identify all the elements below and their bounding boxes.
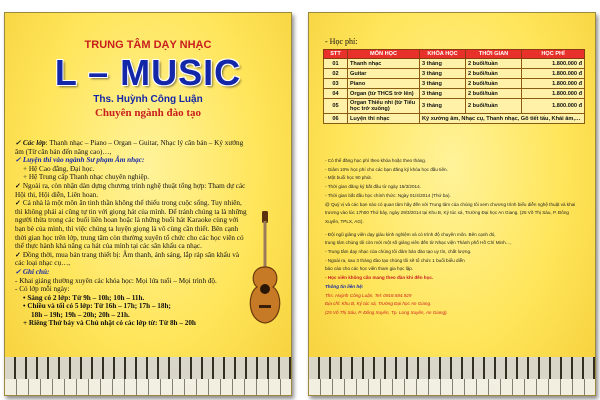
training-info (15, 139, 247, 328)
line-classes: ✓ Các lớp: Thanh nhạc – Piano – Organ – Guitar, Nhạc lý căn bản – Ký xướng âm (Từ căn bản đến nâng cao)…, (15, 139, 244, 156)
note-line: - Trung tâm dạy nhạc của chúng tôi đảm bảo đào tạo uy tín, chất lượng. (325, 249, 472, 255)
cell-subject: Organ (từ THCS trở lên) (348, 89, 420, 99)
cell-subject: Piano (348, 79, 420, 89)
guitar-illustration-icon (243, 209, 287, 329)
header-stt: STT (324, 50, 348, 59)
note-line: - Ngoài ra, sau 3 tháng đào tạo chúng tôi sẽ tổ chức 1 buổi biểu diễn (325, 257, 465, 263)
cell-time: 2 buổi/tuần (466, 99, 522, 114)
cell-fee: 1.800.000 đ (522, 99, 585, 114)
header-fee: HỌC PHÍ (522, 50, 585, 59)
line-arts-program: ✓ Ngoài ra, còn nhận dàn dựng chương trình nghệ thuật tổng hợp: Tham dự các Hội thi, Hội diễn, Liên hoan. (15, 181, 246, 199)
table-row (324, 89, 585, 99)
cell-fee: 1.800.000 đ (522, 69, 585, 79)
cell-subject: Thanh nhạc (348, 59, 420, 69)
cell-subject: Luyện thi nhạc (348, 114, 420, 124)
line-college: + Hệ Cao đẳng, Đại học. (23, 164, 95, 173)
section-heading: Chuyên ngành đào tạo (94, 107, 202, 119)
cell-course: 3 tháng (420, 99, 466, 114)
cell-exam-prep-subjects: Ký xướng âm, Nhạc cụ, Thanh nhạc, Gõ tiết tấu, Khái âm,… (420, 114, 585, 124)
table-row (324, 69, 585, 79)
flyer-right-page (308, 12, 596, 396)
cell-stt: 01 (324, 59, 348, 69)
cell-fee: 1.800.000 đ (522, 79, 585, 89)
note-line: - Thời gian bắt đầu học chính thức: Ngày 01/4/2014 (Thứ ba). (325, 192, 451, 198)
cell-time: 2 buổi/tuần (466, 59, 522, 69)
line-evening: 18h – 19h; 19h – 20h; 20h – 21h. (31, 310, 130, 319)
flyer-left-page (4, 12, 292, 396)
contact-heading: Thông tin liên hệ: (325, 283, 364, 289)
fee-table-header-row (324, 50, 585, 59)
line-afternoon: • Chiều và tối có 5 lớp: Từ 16h – 17h; 17h – 18h; (23, 302, 171, 311)
table-row (324, 114, 585, 124)
contact-name-phone: Ths. Huỳnh Công Luận. Tel: 0918.584.929 (325, 292, 412, 298)
note-line: - Giảm 10% học phí cho các bạn đăng ký khóa học đầu tiên. (325, 166, 448, 172)
line-equipment: ✓ Đồng thời, mua bán trang thiết bị: Âm thanh, ánh sáng, lắp ráp sân khấu và các loại nhạc cụ…, (15, 250, 240, 268)
logo-title: L – MUSIC (54, 52, 242, 93)
cell-stt: 05 (324, 99, 348, 114)
cell-stt: 03 (324, 79, 348, 89)
teacher-name: Ths. Huỳnh Công Luận (93, 94, 203, 105)
contact-address: Địa chỉ: Khu B, Ký túc xá, Trường Đại học An Giang. (325, 301, 432, 307)
header-time: THỜI GIAN (466, 50, 522, 59)
cell-time: 2 buổi/tuần (466, 79, 522, 89)
contact-address-detail: (25 Võ Thị Sáu, P. Đông Xuyên, Tp. Long Xuyên, An Giang). (325, 309, 448, 315)
cell-course: 3 tháng (420, 69, 466, 79)
cell-time: 2 buổi/tuần (466, 89, 522, 99)
cell-course: 3 tháng (420, 89, 466, 99)
line-daily-classes: - Có lớp mỗi ngày: (15, 285, 70, 294)
line-notes-heading: ✓ Ghi chú: (15, 267, 50, 276)
note-line: @ Quý vị và các bạn nào có quan tâm hãy đến với Trung tâm của chúng tôi xem chương trình biểu diễn nghệ thuật và khai trương vào lúc 17h00 Thứ bảy, ngày 29/3/2014 tại Khu B, Ký túc xá, Trường Đại học An Giang. (25 Võ Thị Sáu, P. Đông Xuyên, TPLX, AG). (325, 201, 576, 224)
table-row (324, 79, 585, 89)
cell-stt: 06 (324, 114, 348, 124)
note-line: báo cáo cho các học viên tham gia học lập. (325, 266, 414, 272)
line-intermediate: + Hệ Trung cấp Thanh nhạc chuyên nghiệp. (23, 173, 150, 182)
cell-fee: 1.800.000 đ (522, 59, 585, 69)
note-line: - Đội ngũ giảng viên dạy giàu kinh nghiệm và có trình độ chuyên môn. Bên cạnh đó, (325, 231, 496, 237)
table-row (324, 59, 585, 69)
note-line: trung tâm chúng tôi còn mời một số giảng viên đến từ Nhạc viện Thành phố Hồ Chí Minh…, (325, 240, 512, 246)
line-singing-paragraph: ✓ Cá nhà là một môn ăn tinh thần không thể thiếu trong cuộc sống. Tuy nhiên, thì không phải ai cũng tự tin với giọng hát của mình. Để tránh chúng ta là những người thừa trong các buổi liên hoan hoặc là những buổi hát Karaoke cùng với bạn bè của mình, thì việc chúng ta luyện giọng là vô cùng cần thiết. Bên cạnh thời gian học trên lớp, trung tâm còn thường xuyên tổ chức cho các học viên có thể thực hành khả năng ca hát của mình tại các sân khấu ca nhạc. (15, 199, 247, 251)
line-enrollment: - Khai giảng thường xuyên các khóa học: Mọi lứa tuổi – Mọi trình độ. (15, 276, 217, 285)
line-weekend: + Riêng Thứ bảy và Chủ nhật có các lớp từ: Từ 8h – 20h (23, 319, 196, 328)
piano-keys-decoration (309, 357, 595, 395)
note-no-instrument: - Học viên không cần mang theo đàn khi đến học. (325, 275, 434, 281)
note-line: - Thời gian đăng ký bắt đầu từ ngày 15/3/2014. (325, 184, 421, 190)
note-line: - Một buổi học 90 phút. (325, 175, 372, 181)
fee-notes (325, 157, 581, 318)
fee-table (323, 49, 585, 124)
piano-keys-decoration (5, 357, 291, 395)
header-course: KHÓA HỌC (420, 50, 466, 59)
cell-time: 2 buổi/tuần (466, 69, 522, 79)
line-morning: • Sáng có 2 lớp: Từ 9h – 10h; 10h – 11h. (23, 293, 145, 302)
cell-course: 3 tháng (420, 59, 466, 69)
cell-stt: 02 (324, 69, 348, 79)
header-subject: MÔN HỌC (348, 50, 420, 59)
cell-subject: Organ Thiếu nhi (từ Tiểu học trở xuống) (348, 99, 420, 114)
note-line: - Có thể đăng học phí theo khóa hoặc theo tháng. (325, 158, 427, 163)
cell-course: 3 tháng (420, 79, 466, 89)
center-title: TRUNG TÂM DẠY NHẠC (84, 39, 212, 51)
fee-label: - Học phí: (325, 37, 358, 46)
table-row (324, 99, 585, 114)
cell-stt: 04 (324, 89, 348, 99)
cell-fee: 1.800.000 đ (522, 89, 585, 99)
cell-subject: Guitar (348, 69, 420, 79)
line-exam-prep: ✓ Luyện thi vào ngành Sư phạm Âm nhạc: (15, 156, 145, 165)
